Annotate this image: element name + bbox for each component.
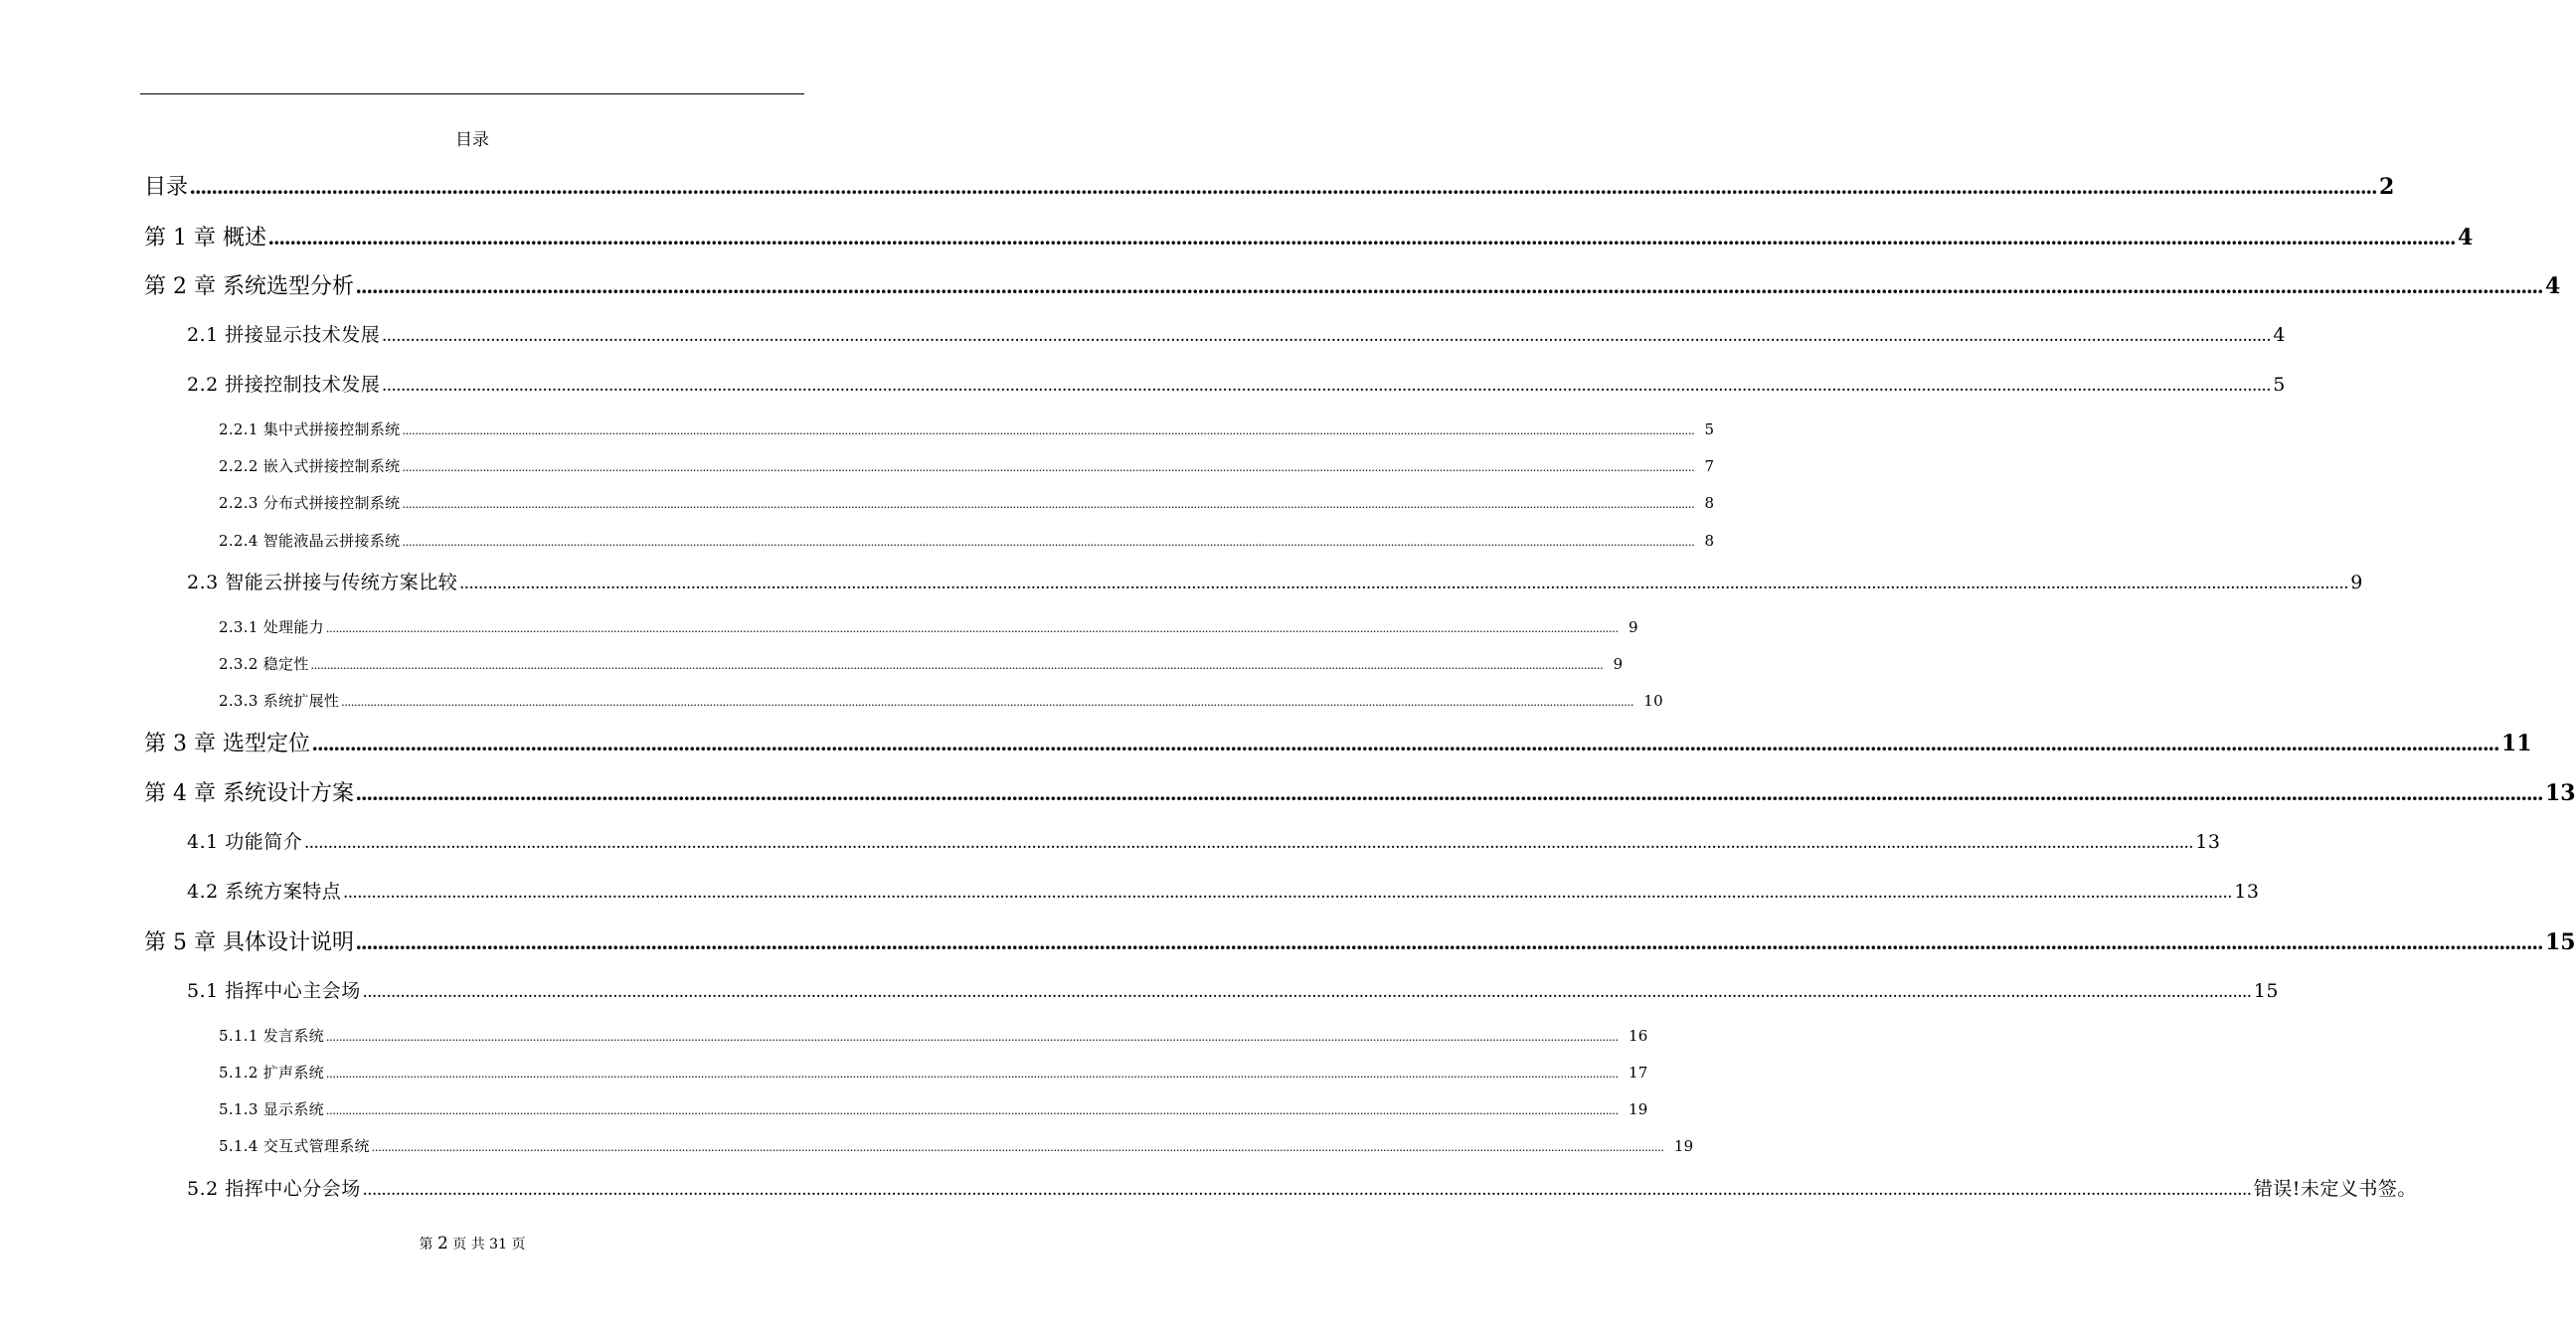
toc-entry-page: 9	[2350, 572, 2363, 593]
toc-entry[interactable]	[144, 269, 2561, 300]
footer-total-pages: 31	[489, 1237, 507, 1252]
toc-entry[interactable]	[187, 1174, 2417, 1201]
page-footer	[0, 1234, 945, 1253]
toc-leader-dots: ................................................................................................................................................................................................................................................................................................................................................................................................................	[190, 174, 2378, 199]
toc-entry[interactable]	[187, 976, 2279, 1003]
header-rule	[140, 93, 804, 94]
toc-entry-page: 17	[1628, 1064, 1648, 1082]
toc-entry[interactable]	[219, 1062, 1648, 1083]
footer-prefix: 第	[419, 1237, 433, 1252]
toc-entry-page: 13	[2195, 831, 2221, 853]
toc-entry-label: 2.3.2 稳定性	[219, 655, 309, 673]
toc-entry[interactable]	[187, 827, 2221, 854]
toc-heading: 目录	[455, 130, 489, 150]
toc-entry-page: 15	[2253, 980, 2279, 1002]
toc-entry-label: 5.1.3 显示系统	[219, 1100, 324, 1118]
toc-entry-label: 2.3.3 系统扩展性	[219, 692, 340, 710]
toc-leader-dots: ................................................................................................................................................................................................................................................................................................................................................................................................................	[382, 325, 2272, 346]
toc-leader-dots: ................................................................................................................................................................................................................................................................................................................................................................................................................	[355, 780, 2543, 805]
toc-entry-page: 19	[1673, 1137, 1694, 1155]
toc-entry-page: 2	[2379, 174, 2395, 200]
toc-entry-label: 第 2 章 系统选型分析	[144, 274, 354, 299]
toc-entry[interactable]	[219, 616, 1638, 637]
toc-entry[interactable]	[187, 877, 2260, 904]
toc-leader-dots: ................................................................................................................................................................................................................................................................................................................................................................................................................	[362, 981, 2252, 1002]
toc-entry-label: 5.1.1 发言系统	[219, 1027, 324, 1045]
toc-entry-page: 错误!未定义书签。	[2253, 1178, 2417, 1200]
toc-entry-page: 8	[1704, 532, 1715, 550]
toc-entry-label: 第 1 章 概述	[144, 226, 266, 250]
toc-leader-dots: ................................................................................................................................................................................................................................................................................................................................................................................................................	[341, 694, 1634, 709]
toc-leader-dots: ................................................................................................................................................................................................................................................................................................................................................................................................................	[325, 1102, 1619, 1117]
toc-entry-label: 2.2.2 嵌入式拼接控制系统	[219, 457, 401, 475]
toc-leader-dots: ................................................................................................................................................................................................................................................................................................................................................................................................................	[362, 1179, 2252, 1200]
toc-entry[interactable]	[187, 568, 2363, 594]
toc-entry-page: 11	[2500, 731, 2532, 756]
toc-entry-label: 5.1.2 扩声系统	[219, 1064, 324, 1082]
toc-entry[interactable]	[219, 1098, 1648, 1119]
toc-leader-dots: ................................................................................................................................................................................................................................................................................................................................................................................................................	[382, 375, 2272, 396]
toc-entry[interactable]	[219, 492, 1715, 513]
toc-leader-dots: ................................................................................................................................................................................................................................................................................................................................................................................................................	[355, 929, 2543, 954]
toc-leader-dots: ................................................................................................................................................................................................................................................................................................................................................................................................................	[355, 273, 2543, 298]
toc-leader-dots: ................................................................................................................................................................................................................................................................................................................................................................................................................	[267, 225, 2456, 250]
toc-entry-page: 8	[1704, 494, 1715, 512]
toc-leader-dots: ................................................................................................................................................................................................................................................................................................................................................................................................................	[459, 573, 2349, 593]
toc-entry-label: 2.3 智能云拼接与传统方案比较	[187, 572, 458, 593]
toc-entry-page: 15	[2544, 929, 2576, 955]
toc-entry-label: 2.2.1 集中式拼接控制系统	[219, 420, 401, 438]
toc-entry[interactable]	[219, 690, 1663, 711]
toc-leader-dots: ................................................................................................................................................................................................................................................................................................................................................................................................................	[402, 496, 1695, 511]
toc-entry-page: 4	[2457, 225, 2474, 250]
toc-entry-label: 2.3.1 处理能力	[219, 618, 324, 636]
toc-entry[interactable]	[219, 653, 1624, 674]
toc-entry-page: 13	[2234, 881, 2260, 903]
toc-entry-label: 2.2 拼接控制技术发展	[187, 374, 381, 396]
toc-entry-label: 4.2 系统方案特点	[187, 881, 342, 903]
toc-entry[interactable]	[219, 1025, 1648, 1046]
footer-suffix: 页	[511, 1237, 526, 1252]
footer-middle: 页 共	[452, 1237, 485, 1252]
toc-entry-label: 第 4 章 系统设计方案	[144, 781, 354, 806]
toc-entry[interactable]	[144, 727, 2532, 757]
toc-entry-label: 5.1 指挥中心主会场	[187, 980, 361, 1002]
toc-entry-page: 5	[2273, 374, 2286, 396]
toc-entry-label: 5.1.4 交互式管理系统	[219, 1137, 370, 1155]
footer-current-page: 2	[436, 1234, 448, 1253]
toc-entry-page: 7	[1704, 457, 1715, 475]
toc-entry[interactable]	[219, 418, 1715, 439]
toc-entry-page: 4	[2544, 273, 2561, 299]
toc-entry-page: 19	[1628, 1100, 1648, 1118]
toc-entry-label: 目录	[144, 175, 189, 200]
toc-leader-dots: ................................................................................................................................................................................................................................................................................................................................................................................................................	[402, 534, 1695, 549]
toc-entry[interactable]	[219, 1135, 1694, 1156]
toc-entry-page: 13	[2544, 780, 2576, 806]
toc-entry-label: 2.2.4 智能液晶云拼接系统	[219, 532, 401, 550]
toc-entry[interactable]	[144, 776, 2576, 807]
toc-entry-label: 2.2.3 分布式拼接控制系统	[219, 494, 401, 512]
toc-entry-page: 10	[1643, 692, 1663, 710]
toc-entry[interactable]	[219, 455, 1715, 476]
toc-entry-page: 9	[1628, 618, 1638, 636]
toc-leader-dots: ................................................................................................................................................................................................................................................................................................................................................................................................................	[325, 620, 1619, 635]
toc-entry[interactable]	[187, 370, 2286, 397]
toc-entry-label: 5.2 指挥中心分会场	[187, 1178, 361, 1200]
toc-entry-label: 2.1 拼接显示技术发展	[187, 324, 381, 346]
toc-leader-dots: ................................................................................................................................................................................................................................................................................................................................................................................................................	[325, 1066, 1619, 1081]
toc-leader-dots: ................................................................................................................................................................................................................................................................................................................................................................................................................	[402, 459, 1695, 474]
toc-entry-label: 第 3 章 选型定位	[144, 732, 310, 756]
toc-entry-page: 5	[1704, 420, 1715, 438]
toc-entry[interactable]	[144, 221, 2474, 251]
toc-entry-label: 第 5 章 具体设计说明	[144, 930, 354, 955]
toc-leader-dots: ................................................................................................................................................................................................................................................................................................................................................................................................................	[402, 422, 1695, 437]
toc-leader-dots: ................................................................................................................................................................................................................................................................................................................................................................................................................	[343, 882, 2233, 903]
toc-leader-dots: ................................................................................................................................................................................................................................................................................................................................................................................................................	[304, 832, 2194, 853]
toc-entry[interactable]	[144, 925, 2576, 956]
toc-leader-dots: ................................................................................................................................................................................................................................................................................................................................................................................................................	[311, 731, 2499, 755]
toc-leader-dots: ................................................................................................................................................................................................................................................................................................................................................................................................................	[371, 1139, 1664, 1154]
toc-entry-page: 16	[1628, 1027, 1648, 1045]
toc-entry[interactable]	[144, 170, 2395, 201]
toc-entry-page: 4	[2273, 324, 2286, 346]
toc-entry[interactable]	[187, 320, 2286, 347]
toc-entry[interactable]	[219, 530, 1715, 551]
toc-leader-dots: ................................................................................................................................................................................................................................................................................................................................................................................................................	[325, 1029, 1619, 1044]
toc-leader-dots: ................................................................................................................................................................................................................................................................................................................................................................................................................	[310, 657, 1604, 672]
toc-entry-page: 9	[1613, 655, 1624, 673]
toc-entry-label: 4.1 功能简介	[187, 831, 303, 853]
